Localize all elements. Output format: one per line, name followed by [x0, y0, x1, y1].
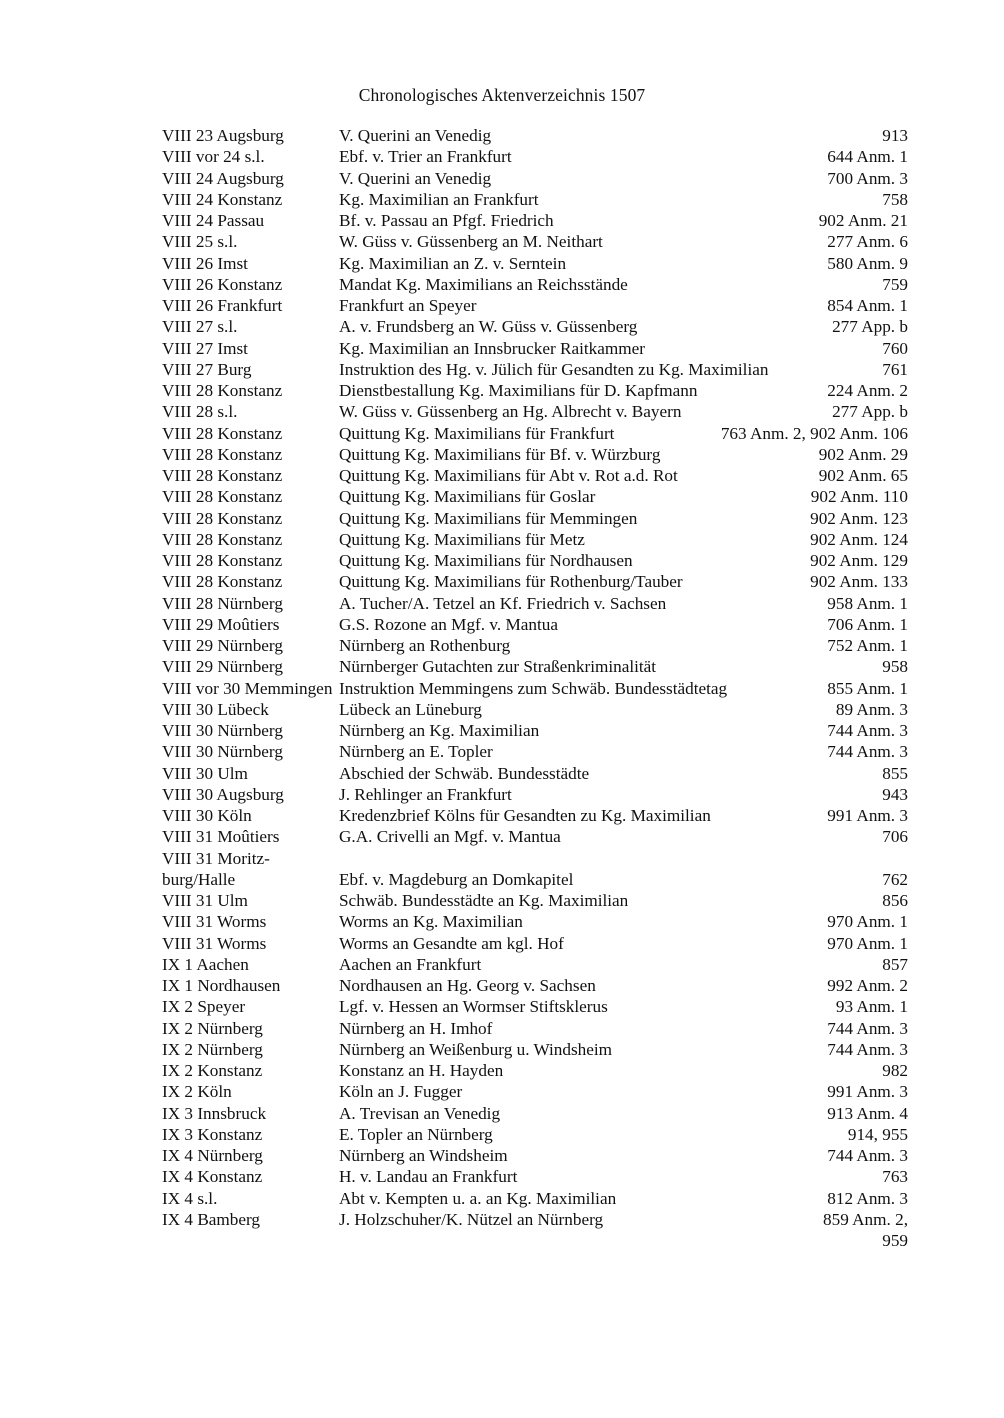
entry-description: H. v. Landau an Frankfurt [339, 1167, 518, 1187]
entry-date-place: VIII 30 Köln [162, 806, 252, 825]
entry-description: Nürnberg an E. Topler [339, 742, 493, 762]
entry-date-place: IX 3 Innsbruck [162, 1103, 267, 1123]
entry-description: Quittung Kg. Maximilians für Frankfurt [339, 423, 615, 443]
register-entry [162, 253, 908, 274]
register-entry [162, 699, 908, 720]
register-entry [162, 848, 908, 891]
entry-description: V. Querini an Venedig [339, 126, 492, 145]
entry-reference: 855 [882, 763, 908, 783]
entry-date-place: VIII 28 Nürnberg [162, 593, 283, 613]
entry-description: Nürnberg an Rothenburg [339, 636, 511, 655]
entry-date-place: VIII 24 Konstanz [162, 189, 283, 209]
entry-description: Bf. v. Passau an Pfgf. Friedrich [339, 211, 554, 230]
entry-date-place: VIII 24 Passau [162, 211, 265, 230]
entry-description: Aachen an Frankfurt [339, 954, 482, 974]
entry-description: G.S. Rozone an Mgf. v. Mantua [339, 614, 558, 634]
register-entry [162, 189, 908, 210]
entry-reference: 763 Anm. 2, 902 Anm. 106 [720, 423, 908, 443]
entry-date-place: VIII 26 Imst [162, 253, 248, 273]
register-entry [162, 486, 908, 507]
register-entry [162, 508, 908, 529]
entry-date-place: VIII 24 Augsburg [162, 168, 284, 188]
register-entry [162, 359, 908, 380]
entry-reference: 744 Anm. 3 [827, 1039, 908, 1059]
entry-date-place: VIII 30 Nürnberg [162, 742, 283, 762]
entry-reference: 958 Anm. 1 [827, 593, 908, 613]
entry-reference: 991 Anm. 3 [827, 1082, 908, 1102]
register-entry [162, 1166, 908, 1187]
entry-date-place: VIII 31 Worms [162, 912, 267, 932]
entry-reference: 706 Anm. 1 [827, 614, 908, 634]
entry-description: Frankfurt an Speyer [339, 296, 477, 315]
register-entry [162, 274, 908, 295]
register-entry [162, 1081, 908, 1102]
entry-reference: 93 Anm. 1 [835, 997, 908, 1017]
register-entry [162, 444, 908, 465]
register-entry [162, 826, 908, 847]
register-entry [162, 146, 908, 167]
entry-date-place: IX 4 s.l. [162, 1188, 218, 1208]
register-entry [162, 933, 908, 954]
register-entry [162, 1209, 908, 1252]
entry-date-place: VIII 28 Konstanz [162, 508, 283, 528]
entry-reference: 759 [882, 274, 908, 294]
register-entry [162, 720, 908, 741]
entry-description: Kg. Maximilian an Z. v. Serntein [339, 253, 567, 273]
entry-description: J. Holzschuher/K. Nützel an Nürnberg [339, 1209, 604, 1229]
entry-description: Nürnberger Gutachten zur Straßenkriminalität [339, 657, 657, 677]
entry-date-place: IX 4 Bamberg [162, 1209, 261, 1229]
register-entry [162, 1103, 908, 1124]
entry-reference: 902 Anm. 129 [810, 551, 908, 570]
entry-reference: 758 [882, 189, 908, 209]
entry-description: V. Querini an Venedig [339, 168, 492, 188]
register-entry [162, 678, 908, 699]
entry-reference: 812 Anm. 3 [827, 1188, 908, 1208]
register-entry [162, 1124, 908, 1145]
entry-reference: 855 Anm. 1 [827, 678, 908, 698]
entry-reference: 943 [882, 784, 908, 804]
register-entry [162, 465, 908, 486]
entry-reference: 277 App. b [832, 317, 908, 337]
entry-date-place: VIII 28 Konstanz [162, 551, 283, 570]
register-entry [162, 380, 908, 401]
chronological-register [162, 125, 908, 1251]
entry-description: Lübeck an Lüneburg [339, 699, 482, 719]
entry-reference: 857 [882, 954, 908, 974]
register-entry [162, 656, 908, 677]
entry-date-place: VIII 28 Konstanz [162, 487, 283, 507]
register-entry [162, 741, 908, 762]
entry-date-place: VIII 27 s.l. [162, 317, 238, 337]
entry-date-place: VIII 28 Konstanz [162, 466, 283, 485]
register-entry [162, 1145, 908, 1166]
entry-description: Worms an Kg. Maximilian [339, 912, 523, 932]
entry-reference: 913 [882, 126, 908, 145]
entry-description: Nürnberg an Kg. Maximilian [339, 721, 540, 740]
entry-description: Worms an Gesandte am kgl. Hof [339, 933, 564, 953]
entry-date-place: IX 1 Nordhausen [162, 976, 281, 995]
entry-description: G.A. Crivelli an Mgf. v. Mantua [339, 827, 561, 847]
entry-reference: 761 [882, 359, 908, 379]
entry-reference: 991 Anm. 3 [827, 806, 908, 825]
entry-reference: 763 [882, 1167, 908, 1187]
entry-date-place: VIII 31 Ulm [162, 891, 248, 910]
entry-date-place: VIII 28 Konstanz [162, 444, 283, 464]
entry-date-place: IX 2 Konstanz [162, 1061, 263, 1080]
entry-date-place: VIII vor 30 Memmingen [162, 678, 333, 698]
entry-description: A. Tucher/A. Tetzel an Kf. Friedrich v. Sachsen [339, 593, 667, 613]
entry-description: Quittung Kg. Maximilians für Metz [339, 529, 585, 549]
entry-date-place: VIII 28 s.l. [162, 402, 238, 422]
register-entry [162, 338, 908, 359]
entry-date-place: VIII 28 Konstanz [162, 529, 283, 549]
entry-description: Quittung Kg. Maximilians für Abt v. Rot a.d. Rot [339, 466, 678, 485]
entry-reference: 992 Anm. 2 [827, 976, 908, 995]
register-entry [162, 316, 908, 337]
entry-description: Kg. Maximilian an Innsbrucker Raitkammer [339, 338, 645, 358]
entry-reference: 902 Anm. 124 [810, 529, 908, 549]
entry-reference: 982 [882, 1061, 908, 1080]
entry-description: Quittung Kg. Maximilians für Memmingen [339, 508, 638, 528]
register-entry [162, 996, 908, 1017]
entry-reference: 762 [882, 869, 908, 889]
entry-reference: 744 Anm. 3 [827, 1146, 908, 1165]
entry-reference: 854 Anm. 1 [827, 296, 908, 315]
entry-reference: 902 Anm. 65 [818, 466, 908, 485]
entry-date-place: VIII 27 Burg [162, 359, 252, 379]
entry-description: Abt v. Kempten u. a. an Kg. Maximilian [339, 1188, 617, 1208]
entry-description: Mandat Kg. Maximilians an Reichsstände [339, 274, 628, 294]
entry-reference: 706 [882, 827, 908, 847]
entry-date-place: VIII 27 Imst [162, 338, 248, 358]
entry-date-place: IX 2 Köln [162, 1082, 232, 1102]
entry-reference: 914, 955 [847, 1124, 908, 1144]
entry-description: Konstanz an H. Hayden [339, 1061, 504, 1080]
entry-description: Abschied der Schwäb. Bundesstädte [339, 763, 590, 783]
register-entry [162, 911, 908, 932]
entry-description: A. Trevisan an Venedig [339, 1103, 501, 1123]
entry-reference: 859 Anm. 2, 959 [823, 1209, 908, 1250]
entry-date-place: VIII 29 Nürnberg [162, 636, 283, 655]
entry-reference: 856 [882, 891, 908, 910]
entry-reference: 958 [882, 657, 908, 677]
entry-description: W. Güss v. Güssenberg an Hg. Albrecht v. Bayern [339, 402, 682, 422]
entry-date-place: VIII 30 Nürnberg [162, 721, 283, 740]
entry-reference: 902 Anm. 110 [810, 487, 908, 507]
entry-description: Instruktion Memmingens zum Schwäb. Bundesstädtetag [339, 678, 728, 698]
register-entry [162, 423, 908, 444]
entry-reference: 744 Anm. 3 [827, 721, 908, 740]
entry-description: Quittung Kg. Maximilians für Bf. v. Würzburg [339, 444, 661, 464]
entry-date-place: VIII 23 Augsburg [162, 126, 284, 145]
entry-description: Nürnberg an Weißenburg u. Windsheim [339, 1039, 613, 1059]
entry-description: J. Rehlinger an Frankfurt [339, 784, 512, 804]
register-entry [162, 1060, 908, 1081]
entry-description: Köln an J. Fugger [339, 1082, 463, 1102]
register-entry [162, 231, 908, 252]
entry-reference: 277 App. b [832, 402, 908, 422]
entry-reference: 970 Anm. 1 [827, 912, 908, 932]
register-entry [162, 401, 908, 422]
register-entry [162, 763, 908, 784]
entry-date-place: IX 4 Nürnberg [162, 1146, 263, 1165]
entry-description: Ebf. v. Magdeburg an Domkapitel [339, 869, 574, 889]
entry-description: W. Güss v. Güssenberg an M. Neithart [339, 232, 603, 252]
entry-date-place: VIII 28 Konstanz [162, 381, 283, 400]
entry-date-place: IX 2 Speyer [162, 997, 246, 1017]
entry-reference: 744 Anm. 3 [827, 742, 908, 762]
entry-reference: 580 Anm. 9 [827, 253, 908, 273]
register-entry [162, 550, 908, 571]
entry-description: Kg. Maximilian an Frankfurt [339, 189, 539, 209]
entry-description: Kredenzbrief Kölns für Gesandten zu Kg. Maximilian [339, 806, 711, 825]
entry-reference: 760 [882, 338, 908, 358]
register-entry [162, 890, 908, 911]
register-entry [162, 614, 908, 635]
register-entry [162, 529, 908, 550]
register-entry [162, 168, 908, 189]
register-entry [162, 954, 908, 975]
entry-description: E. Topler an Nürnberg [339, 1124, 493, 1144]
entry-date-place: VIII vor 24 s.l. [162, 147, 265, 167]
entry-description: Quittung Kg. Maximilians für Goslar [339, 487, 596, 507]
entry-date-place: VIII 30 Augsburg [162, 784, 284, 804]
entry-date-place: IX 2 Nürnberg [162, 1039, 263, 1059]
entry-date-place: VIII 31 Moûtiers [162, 827, 280, 847]
entry-date-place: VIII 28 Konstanz [162, 423, 283, 443]
register-entry [162, 1039, 908, 1060]
entry-date-place: VIII 28 Konstanz [162, 572, 283, 592]
entry-description: Instruktion des Hg. v. Jülich für Gesandten zu Kg. Maximilian [339, 359, 769, 379]
entry-description: A. v. Frundsberg an W. Güss v. Güssenberg [339, 317, 638, 337]
entry-reference: 752 Anm. 1 [827, 636, 908, 655]
register-entry [162, 635, 908, 656]
entry-reference: 744 Anm. 3 [827, 1018, 908, 1038]
entry-reference: 970 Anm. 1 [827, 933, 908, 953]
register-entry [162, 295, 908, 316]
entry-reference: 913 Anm. 4 [827, 1103, 908, 1123]
register-entry [162, 975, 908, 996]
entry-description: Schwäb. Bundesstädte an Kg. Maximilian [339, 891, 629, 910]
entry-date-place: VIII 31 Moritz- burg/Halle [162, 848, 270, 889]
entry-date-place: VIII 31 Worms [162, 933, 267, 953]
entry-date-place: VIII 30 Lübeck [162, 699, 269, 719]
entry-reference: 644 Anm. 1 [827, 147, 908, 167]
entry-reference: 902 Anm. 133 [810, 572, 908, 592]
register-entry [162, 1018, 908, 1039]
entry-date-place: VIII 30 Ulm [162, 763, 248, 783]
entry-reference: 902 Anm. 21 [818, 211, 908, 230]
register-entry [162, 125, 908, 146]
running-header: Chronologisches Aktenverzeichnis 1507 [358, 85, 646, 105]
entry-description: Lgf. v. Hessen an Wormser Stiftsklerus [339, 997, 608, 1017]
entry-date-place: IX 4 Konstanz [162, 1167, 263, 1187]
entry-date-place: IX 3 Konstanz [162, 1124, 263, 1144]
register-entry [162, 210, 908, 231]
entry-reference: 277 Anm. 6 [827, 232, 908, 252]
entry-description: Nürnberg an H. Imhof [339, 1018, 493, 1038]
entry-date-place: IX 1 Aachen [162, 954, 249, 974]
entry-date-place: VIII 26 Konstanz [162, 274, 283, 294]
register-entry [162, 805, 908, 826]
register-entry [162, 1188, 908, 1209]
entry-date-place: VIII 25 s.l. [162, 232, 238, 252]
entry-reference: 902 Anm. 29 [818, 444, 908, 464]
register-entry [162, 593, 908, 614]
entry-date-place: VIII 29 Nürnberg [162, 657, 283, 677]
entry-date-place: VIII 29 Moûtiers [162, 614, 280, 634]
entry-description: Ebf. v. Trier an Frankfurt [339, 147, 512, 167]
entry-reference: 89 Anm. 3 [835, 699, 908, 719]
entry-date-place: VIII 26 Frankfurt [162, 296, 283, 315]
entry-reference: 700 Anm. 3 [827, 168, 908, 188]
entry-description: Quittung Kg. Maximilians für Rothenburg/Tauber [339, 572, 683, 592]
entry-description: Dienstbestallung Kg. Maximilians für D. Kapfmann [339, 381, 698, 400]
entry-description: Nürnberg an Windsheim [339, 1146, 508, 1165]
entry-description: Nordhausen an Hg. Georg v. Sachsen [339, 976, 596, 995]
entry-reference: 224 Anm. 2 [827, 381, 908, 400]
entry-description: Quittung Kg. Maximilians für Nordhausen [339, 551, 633, 570]
entry-date-place: IX 2 Nürnberg [162, 1018, 263, 1038]
entry-reference: 902 Anm. 123 [810, 508, 908, 528]
register-entry [162, 571, 908, 592]
register-entry [162, 784, 908, 805]
